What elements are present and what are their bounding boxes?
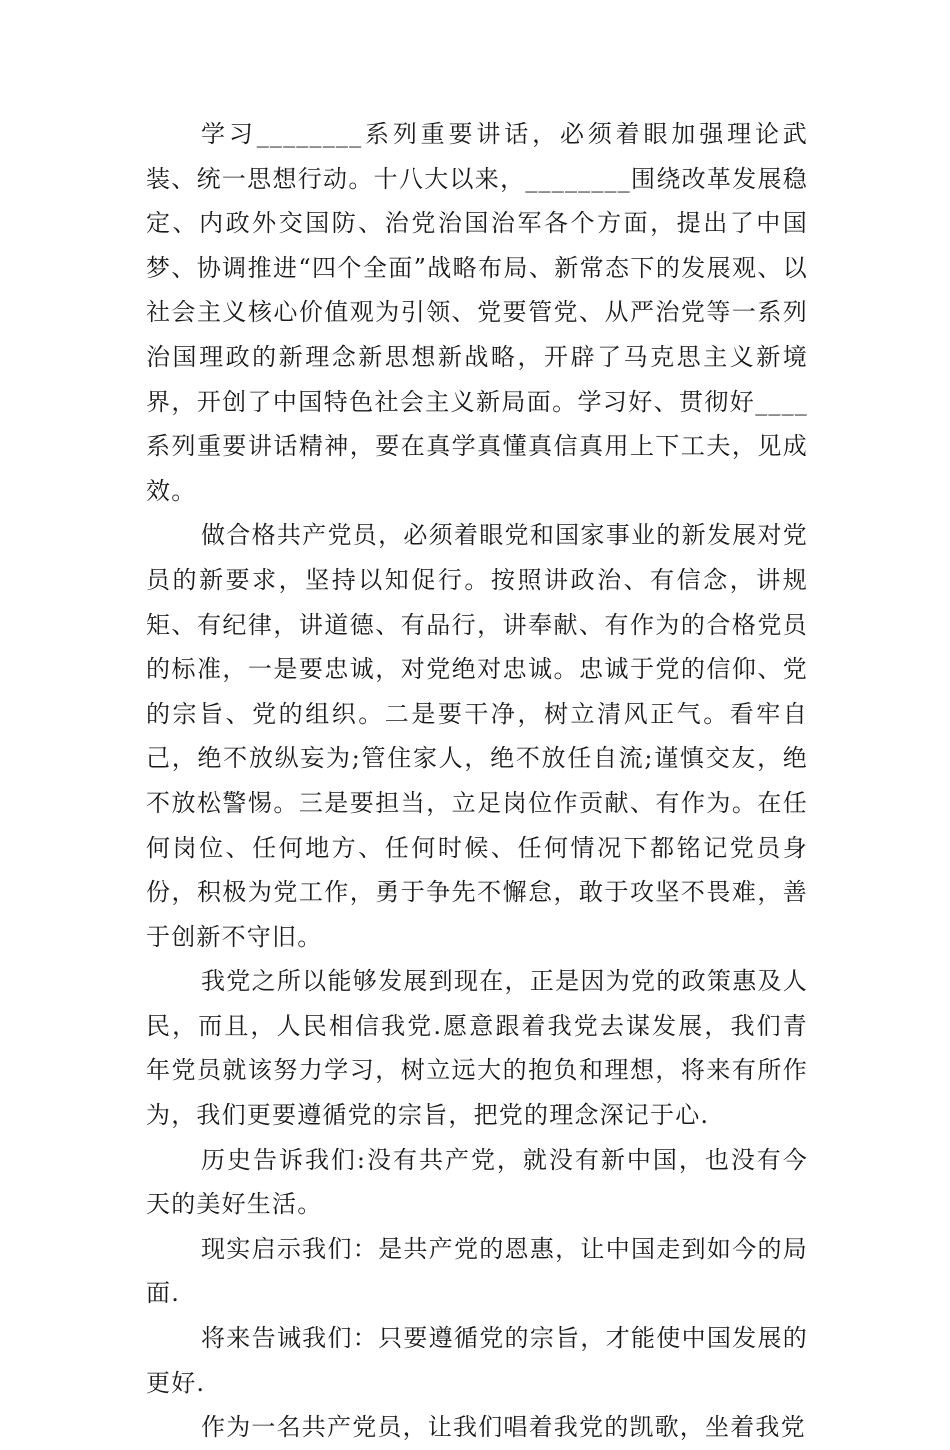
paragraph-party-development: 我党之所以能够发展到现在，正是因为党的政策惠及人民，而且，人民相信我党.愿意跟着我党去谋发展，我们青年党员就该努力学习，树立远大的抱负和理想，将来有所作为，我们更要遵循党的宗旨，把党的理念深记于心. [146, 967, 808, 1130]
document-page [146, 112, 808, 1450]
paragraph-reality: 现实启示我们：是共产党的恩惠，让中国走到如今的局面. [146, 1234, 808, 1308]
paragraph-qualified-member: 做合格共产党员，必须着眼党和国家事业的新发展对党员的新要求，坚持以知促行。按照讲政治、有信念，讲规矩、有纪律，讲道德、有品行，讲奉献、有作为的合格党员的标准，一是要忠诚，对党绝对忠诚。忠诚于党的信仰、党的宗旨、党的组织。二是要干净，树立清风正气。看牢自己，绝不放纵妄为;管住家人，绝不放任自流;谨慎交友，绝不放松警惕。三是要担当，立足岗位作贡献、有作为。在任何岗位、任何地方、任何时候、任何情况下都铭记党员身份，积极为党工作，勇于争先不懈怠，敢于攻坚不畏难，善于创新不守旧。 [146, 521, 808, 951]
paragraph-closing: 作为一名共产党员，让我们唱着我党的凯歌，坐着我党 [201, 1413, 806, 1442]
paragraph-history: 历史告诉我们:没有共产党，就没有新中国，也没有今天的美好生活。 [146, 1145, 808, 1219]
paragraph-study-speech: 学习________系列重要讲话，必须着眼加强理论武装、统一思想行动。十八大以来，________围绕改革发展稳定、内政外交国防、治党治国治军各个方面，提出了中国梦、协调推进“四个全面”战略布局、新常态下的发展观、以社会主义核心价值观为引领、党要管党、从严治党等一系列治国理政的新理念新思想新战略，开辟了马克思主义新境界，开创了中国特色社会主义新局面。学习好、贯彻好____系列重要讲话精神，要在真学真懂真信真用上下工夫，见成效。 [146, 120, 808, 505]
paragraph-future: 将来告诫我们：只要遵循党的宗旨，才能使中国发展的更好. [146, 1324, 808, 1397]
